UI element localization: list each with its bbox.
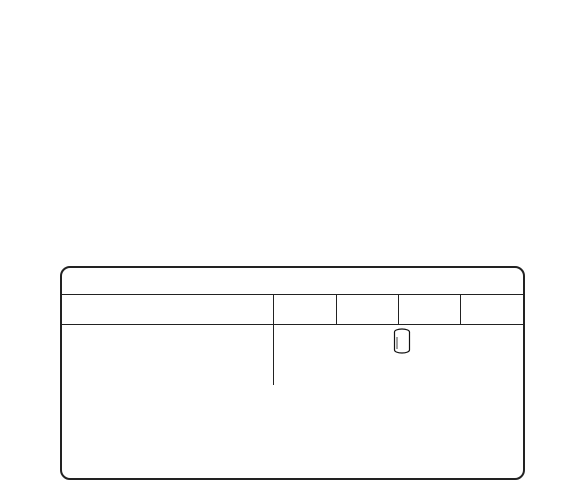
- feeding-title: [62, 268, 523, 295]
- age-label: [62, 295, 274, 325]
- feeding-table-box: [60, 266, 525, 480]
- portions-header: [274, 325, 523, 362]
- lactation-row: [62, 361, 523, 385]
- feeding-table: [62, 295, 523, 385]
- lactation-value: [274, 361, 523, 385]
- age-col-4-5: [274, 295, 336, 325]
- can-icon: [393, 328, 411, 359]
- mass-header-row: [62, 325, 523, 362]
- mass-label: [62, 325, 274, 362]
- age-col-7-8: [461, 295, 523, 325]
- age-col-5-6: [336, 295, 398, 325]
- age-col-6-7: [398, 295, 460, 325]
- lactation-label: [62, 361, 274, 385]
- age-header-row: [62, 295, 523, 325]
